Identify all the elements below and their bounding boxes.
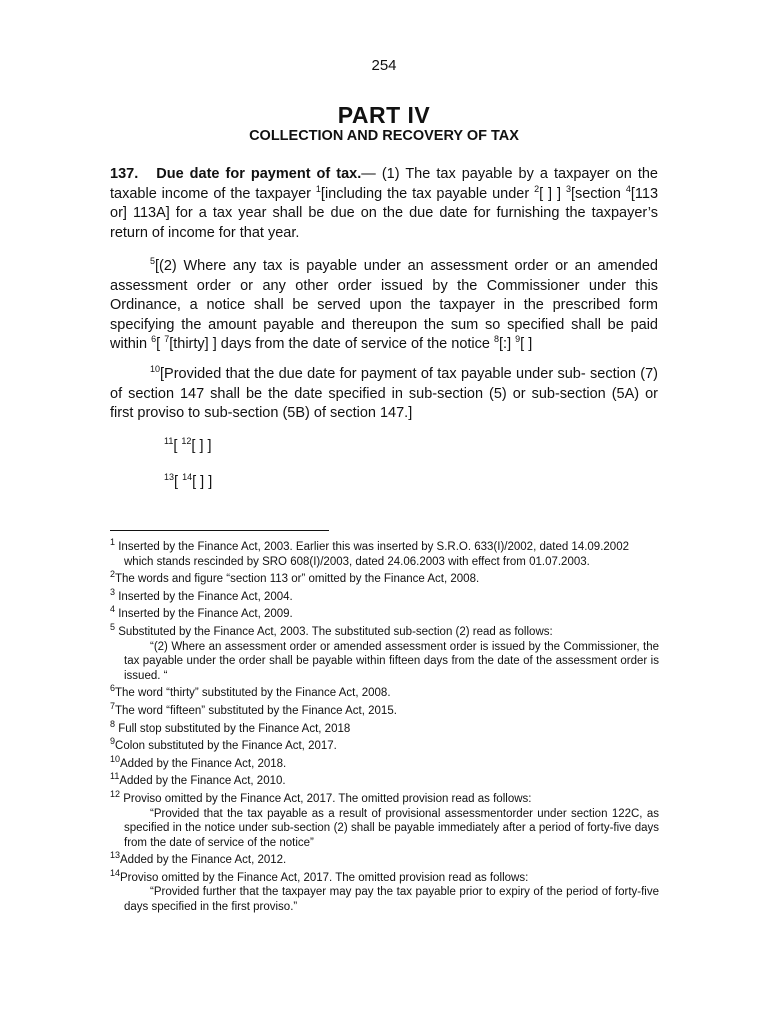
footnote-8: $^8$ Full stop substituted by the Finance Act, 2018 — [110, 718, 351, 735]
footnote-14-quote: “Provided further that the taxpayer may pay the tax payable prior to expiry of the period of forty-five days specified in the first proviso.” — [124, 886, 659, 914]
footnote-9: $^9$Colon substituted by the Finance Act, 2017. — [110, 736, 337, 753]
footnote-4: $^4$ Inserted by the Finance Act, 2009. — [110, 604, 293, 621]
footnote-5: $^5$ Substituted by the Finance Act, 2003. The substituted sub-section (2) read as follows: “(2) Where an assessment order or amended assessment order is issued by the Commissioner, the tax payable under the order shall be payable within fifteen days from the date of the assessment order is issued. “ — [110, 622, 659, 682]
footnotes — [110, 537, 659, 918]
section-heading: Due date for payment of tax. — [156, 166, 362, 182]
footnote-6: $^6$The word “thirty” substituted by the Finance Act, 2008. — [110, 683, 391, 700]
section-137-subsection-1: 137. Due date for payment of tax.— (1) The tax payable by a taxpayer on the taxable income of the taxpayer $^1$[including the tax payable under $^2$[ ] ] $^3$[section $^4$[113 or] 113A] for a tax year shall be due on the due date for furnishing the taxpayer’s return of income for that year. — [110, 166, 659, 241]
footnote-7: $^7$The word “fifteen” substituted by the Finance Act, 2015. — [110, 701, 397, 717]
footnote-5-quote: “(2) Where an assessment order or amended assessment order is issued by the Commissioner, the tax payable under the order shall be payable within fifteen days from the date of the assessment order is issued. “ — [124, 640, 659, 682]
part-title: PART IV — [337, 102, 431, 128]
omitted-subsection-1: $^{11}$[ $^{12}$[ ] ] — [164, 436, 212, 454]
section-137-subsection-2: $^5$[(2) Where any tax is payable under an assessment order or an amended assessment order or any other order issued by the Commissioner under this Ordinance, a notice shall be served upon the taxpayer in the prescribed form specifying the amount payable and thereupon the sum so specified shall be paid within $^6$[ $^7$[thirty] ] days from the date of service of the notice $^8$[:] $^9$[ ] — [110, 256, 658, 352]
footnote-2: $^2$The words and figure “section 113 or” omitted by the Finance Act, 2008. — [110, 569, 480, 586]
footnote-12-quote: “Provided that the tax payable as a result of provisional assessmentorder under section 122C, as specified in the notice under sub-section (2) shall be payable immediately after a period of forty-five days from the date of service of the notice” — [124, 807, 659, 849]
footnote-10: $^{10}$Added by the Finance Act, 2018. — [110, 753, 287, 770]
footnote-3: $^3$ Inserted by the Finance Act, 2004. — [110, 586, 293, 603]
footnote-13: $^{13}$Added by the Finance Act, 2012. — [110, 850, 287, 867]
omitted-subsection-2: $^{13}$[ $^{14}$[ ] ] — [164, 472, 213, 490]
footnote-12: $^{12}$ Proviso omitted by the Finance Act, 2017. The omitted provision read as follows: “Provided that the tax payable as a result of provisional assessmentorder under section 122C, as specified in the notice under sub-section (2) shall be payable immediately after a period of forty-five days from the date of service of the notice” — [110, 789, 659, 849]
footnote-14: $^{14}$Proviso omitted by the Finance Act, 2017. The omitted provision read as follows: “Provided further that the taxpayer may pay the tax payable prior to expiry of the period of forty-five days specified in the first proviso.” — [110, 868, 659, 914]
footnote-11: $^{11}$Added by the Finance Act, 2010. — [110, 771, 286, 788]
section-number: 137. — [110, 166, 139, 182]
footnote-1: $^1$ Inserted by the Finance Act, 2003. Earlier this was inserted by S.R.O. 633(I)/2002, dated 14.09.2002 which stands rescinded by SRO 608(I)/2003, dated 24.06.2003 with effect from 01.07.2003. — [110, 537, 629, 568]
footnote-separator — [110, 530, 329, 531]
page-number: 254 — [371, 57, 397, 74]
part-subtitle: COLLECTION AND RECOVERY OF TAX — [249, 128, 519, 144]
section-137-proviso: $^{10}$[Provided that the due date for payment of tax payable under sub- section (7) of section 147 shall be the date specified in sub-section (5) or sub-section (5A) or first proviso to sub-section (5B) of section 147.] — [110, 364, 658, 421]
